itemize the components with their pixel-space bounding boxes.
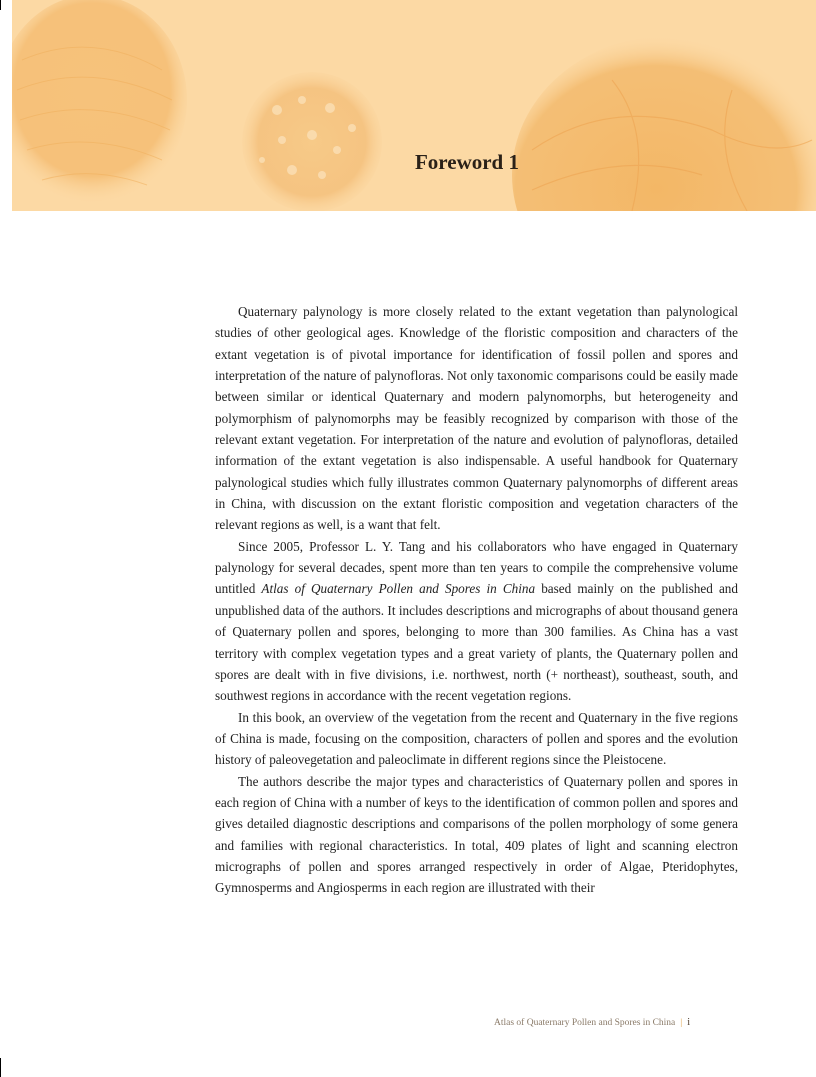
paragraph: The authors describe the major types and characteristics of Quaternary pollen and spores in each region of China with a number of keys to the identification of common pollen and spores and gives detailed diagnostic descriptions and comparisons of the pollen morphology of some genera and families with regional characteristics. In total, 409 plates of light and scanning electron micrographs of pollen and spores arranged respectively in order of Algae, Pteridophytes, Gymnosperms and Angiosperms in each region are illustrated with their [215, 773, 738, 896]
crop-mark [0, 1058, 1, 1077]
paragraph: Since 2005, Professor L. Y. Tang and his collaborators who have engaged in Quaternary palynology for several decades, spent more than ten years to compile the comprehensive volume untitled Atlas of Quaternary Pollen and Spores in China based mainly on the published and unpublished data of the authors. It includes descriptions and micrographs of about thousand genera of Quaternary pollen and spores, belonging to more than 300 families. As China has a vast territory with complex vegetation types and a great variety of plants, the Quaternary pollen and spores are dealt with in five divisions, i.e. northwest, north (+ northeast), southeast, south, and southwest regions in accordance with the recent vegetation regions. [215, 538, 738, 704]
crop-mark [0, 0, 1, 10]
page-number: i [687, 1016, 691, 1028]
foreword-body [215, 301, 738, 899]
paragraph: Quaternary palynology is more closely related to the extant vegetation than palynological studies of other geological ages. Knowledge of the floristic composition and characters of the extant vegetation is of pivotal importance for identification of fossil pollen and spores and interpretation of the nature of palynofloras. Not only taxonomic comparisons could be easily made between similar or identical Quaternary and modern palynomorphs, but heterogeneity and polymorphism of palynomorphs may be feasibly recognized by comparison with those of the relevant extant vegetation. For interpretation of the nature and evolution of palynofloras, detailed information of the extant vegetation is also indispensable. A useful handbook for Quaternary palynological studies which fully illustrates common Quaternary palynomorphs of different areas in China, with discussion on the extant floristic composition and vegetation characters of the relevant regions as well, is a want that felt. [215, 304, 738, 533]
pollen-decoration-image [12, 0, 816, 211]
running-title: Atlas of Quaternary Pollen and Spores in China [494, 1018, 676, 1028]
paragraph: In this book, an overview of the vegetation from the recent and Quaternary in the five regions of China is made, focusing on the composition, characters of pollen and spores and the evolution history of paleovegetation and paleoclimate in different regions since the Pleistocene. [215, 709, 738, 768]
page-title: Foreword 1 [414, 150, 519, 174]
header-banner [12, 0, 816, 211]
page-footer [494, 1016, 724, 1028]
footer-separator: | [680, 1018, 683, 1028]
book-title-italic: Atlas of Quaternary Pollen and Spores in China [261, 581, 536, 597]
